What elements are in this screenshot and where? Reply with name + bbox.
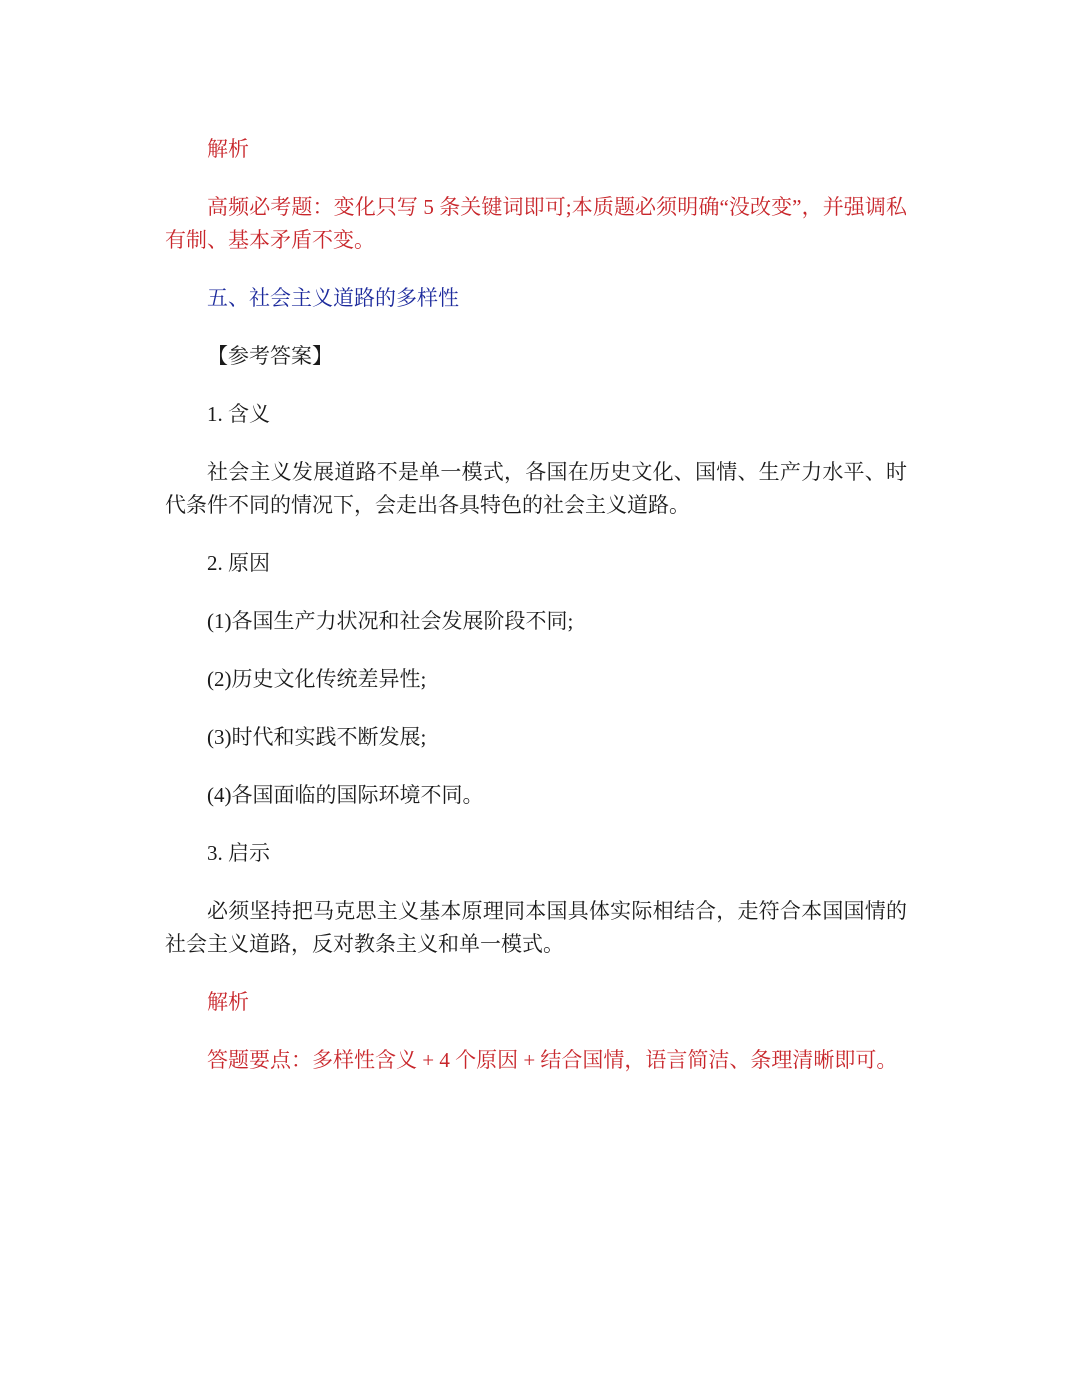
analysis-label: 解析 xyxy=(207,990,249,1014)
reason-item: (2)历史文化传统差异性; xyxy=(207,667,427,691)
insight-heading: 3. 启示 xyxy=(207,841,270,865)
meaning-heading: 1. 含义 xyxy=(207,402,270,426)
analysis-label: 解析 xyxy=(207,137,249,161)
meaning-text: 社会主义发展道路不是单一模式，各国在历史文化、国情、生产力水平、时代条件不同的情况下，会走出各具特色的社会主义道路。 xyxy=(165,460,907,517)
reason-item: (4)各国面临的国际环境不同。 xyxy=(207,783,484,807)
reasons-heading: 2. 原因 xyxy=(207,551,270,575)
analysis-text: 答题要点：多样性含义 + 4 个原因 + 结合国情，语言简洁、条理清晰即可。 xyxy=(207,1048,898,1072)
reason-item: (1)各国生产力状况和社会发展阶段不同; xyxy=(207,609,574,633)
insight-text: 必须坚持把马克思主义基本原理同本国具体实际相结合，走符合本国国情的社会主义道路，反对教条主义和单一模式。 xyxy=(165,899,907,956)
analysis-text: 高频必考题：变化只写 5 条关键词即可;本质题必须明确“没改变”，并强调私有制、基本矛盾不变。 xyxy=(165,195,907,252)
section-heading: 五、社会主义道路的多样性 xyxy=(207,286,459,310)
answer-label: 【参考答案】 xyxy=(207,344,333,368)
reason-item: (3)时代和实践不断发展; xyxy=(207,725,427,749)
